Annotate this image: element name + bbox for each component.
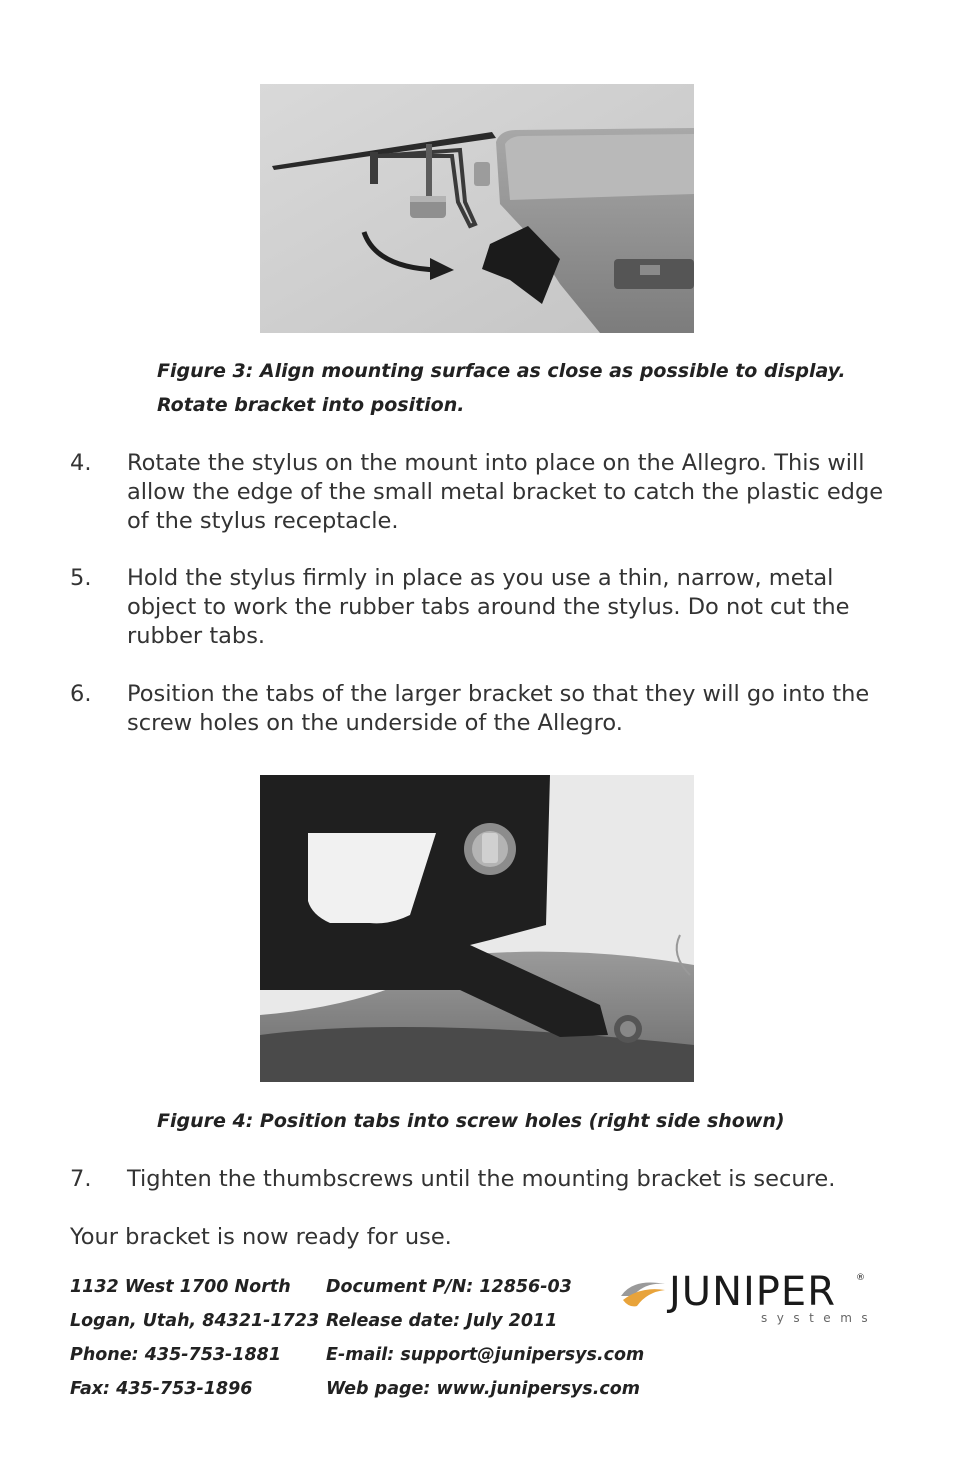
figure-4-photo <box>260 775 694 1082</box>
step-number: 6. <box>70 681 92 707</box>
footer-release-date: Release date: July 2011 <box>326 1311 558 1331</box>
figure-3-caption <box>157 354 877 422</box>
step-number: 4. <box>70 450 92 476</box>
figure-4-caption-text: Figure 4: Position tabs into screw holes (right side shown) <box>157 1110 785 1132</box>
footer-email: E-mail: support@junipersys.com <box>326 1345 645 1365</box>
footer-web: Web page: www.junipersys.com <box>326 1379 640 1399</box>
step-number: 7. <box>70 1166 92 1192</box>
juniper-logo <box>617 1268 878 1334</box>
footer-document-info <box>326 1270 644 1406</box>
step-text: Rotate the stylus on the mount into place on the Allegro. This will allow the edge of the small metal bracket to catch the plastic edge of the stylus receptacle. <box>127 450 884 534</box>
footer-street: 1132 West 1700 North <box>70 1277 291 1297</box>
figure-3-caption-line-1: Figure 3: Align mounting surface as close as possible to display. <box>157 360 846 382</box>
closing-text: Your bracket is now ready for use. <box>70 1224 452 1250</box>
juniper-swoosh-icon <box>619 1276 667 1312</box>
step-text: Position the tabs of the larger bracket so that they will go into the screw holes on the underside of the Allegro. <box>127 681 870 736</box>
footer-city: Logan, Utah, 84321-1723 <box>70 1311 320 1331</box>
logo-wordmark: JUNIPER <box>669 1269 836 1315</box>
figure-3-caption-line-2: Rotate bracket into position. <box>157 394 465 416</box>
step-text: Hold the stylus firmly in place as you use a thin, narrow, metal object to work the rubber tabs around the stylus. Do not cut the rubber tabs. <box>127 565 850 649</box>
figure-4-caption <box>157 1104 877 1138</box>
footer-address <box>70 1270 319 1406</box>
registered-mark: ® <box>856 1273 865 1283</box>
step-number: 5. <box>70 565 92 591</box>
footer-phone: Phone: 435-753-1881 <box>70 1345 282 1365</box>
figure-3-photo <box>260 84 694 333</box>
footer-fax: Fax: 435-753-1896 <box>70 1379 253 1399</box>
step-text: Tighten the thumbscrews until the mounting bracket is secure. <box>127 1166 836 1192</box>
footer-part-number: Document P/N: 12856-03 <box>326 1277 572 1297</box>
logo-subtext: systems <box>761 1311 878 1325</box>
